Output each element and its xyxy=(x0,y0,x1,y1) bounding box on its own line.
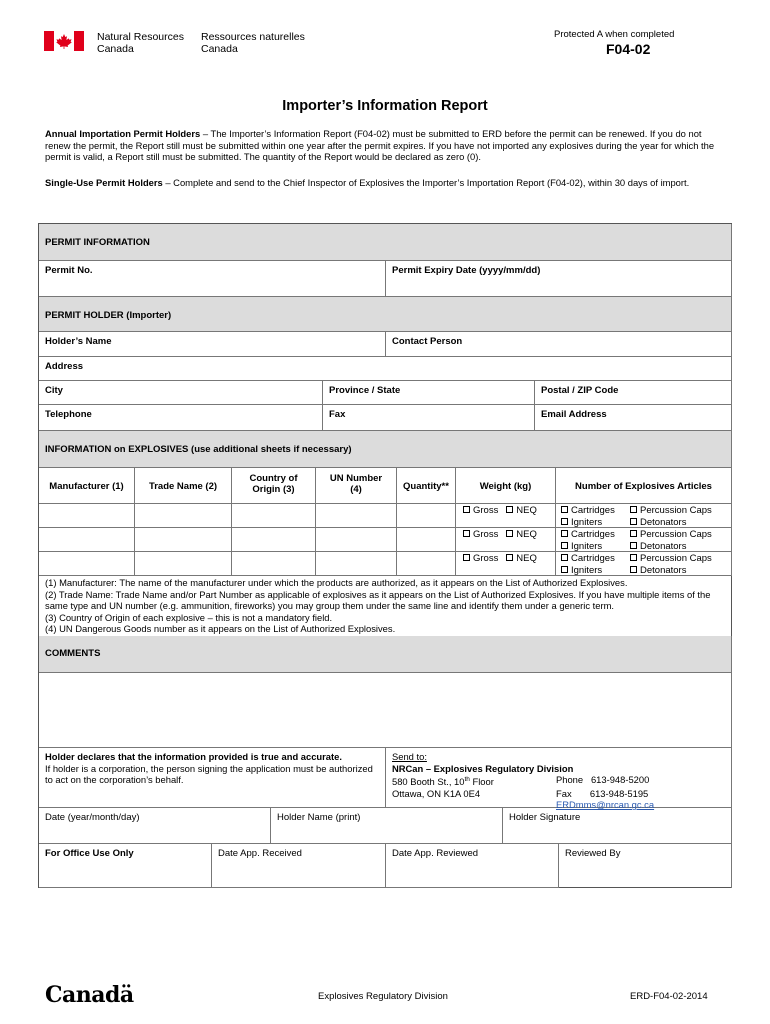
holder-name-field[interactable]: Holder’s Name xyxy=(39,332,386,357)
gross-checkbox[interactable]: Gross xyxy=(463,529,498,540)
percussion-caps-checkbox[interactable]: Percussion Caps xyxy=(630,553,712,565)
date-reviewed-field[interactable]: Date App. Reviewed xyxy=(386,844,559,888)
footnotes: (1) Manufacturer: The name of the manufacturer under which the products are authorized, as it appears on the List of Authorized Explosives. (2) Trade Name: Trade Name and/or Part Number as applicable of explosives as it appears on the List of Authorized Explosives. If you have multiple items of the same type and UN number (e.g. ammunition, fireworks) you may group them under the same line and identify them under a generic term. (3) Country of Origin of each explosive – this is not a mandatory field. (4) UN Dangerous Goods number as it appears on the List of Authorized Explosives. xyxy=(45,577,711,634)
igniters-checkbox[interactable]: Igniters xyxy=(561,517,602,528)
department-name-en: Natural Resources Canada xyxy=(97,31,184,55)
canada-flag-icon xyxy=(44,31,84,51)
holder-signature-field[interactable]: Holder Signature xyxy=(503,808,732,844)
cartridges-checkbox[interactable]: Cartridges xyxy=(561,553,615,564)
importer-report-form xyxy=(38,223,732,888)
canada-wordmark: Canadä xyxy=(45,982,134,1008)
contact-person-field[interactable]: Contact Person xyxy=(386,332,732,357)
cartridges-checkbox[interactable]: Cartridges xyxy=(561,505,615,516)
col-weight: Weight (kg) xyxy=(456,468,556,504)
detonators-checkbox[interactable]: Detonators xyxy=(630,541,686,553)
reviewed-by-field[interactable]: Reviewed By xyxy=(559,844,732,888)
permit-expiry-field[interactable]: Permit Expiry Date (yyyy/mm/dd) xyxy=(386,261,732,297)
form-number: F04-02 xyxy=(606,41,651,57)
manufacturer-input-row-1[interactable] xyxy=(39,504,135,528)
city-field[interactable]: City xyxy=(39,381,323,405)
protected-notice: Protected A when completed xyxy=(554,29,675,40)
detonators-checkbox[interactable]: Detonators xyxy=(630,517,686,529)
gross-checkbox[interactable]: Gross xyxy=(463,553,498,564)
col-un-number: UN Number (4) xyxy=(316,468,397,504)
permit-section-heading: PERMIT INFORMATION xyxy=(39,224,732,261)
quantity-input-row-1[interactable] xyxy=(397,504,456,528)
fax-field[interactable]: Fax xyxy=(323,405,535,431)
col-number-of-articles: Number of Explosives Articles xyxy=(556,468,732,504)
holder-section-heading: PERMIT HOLDER (Importer) xyxy=(39,297,732,332)
col-country-of-origin: Country of Origin (3) xyxy=(232,468,316,504)
contact-email-link[interactable]: ERDmms@nrcan.gc.ca xyxy=(556,799,655,811)
quantity-input-row-3[interactable] xyxy=(397,552,456,576)
cartridges-checkbox[interactable]: Cartridges xyxy=(561,529,615,540)
articles-cell-row-3 xyxy=(556,552,732,576)
single-use-holders-paragraph: Single-Use Permit Holders – Complete and send to the Chief Inspector of Explosives the Importer’s Importation Report (F04-02), within 30 days of import. xyxy=(45,177,690,188)
igniters-checkbox[interactable]: Igniters xyxy=(561,541,602,552)
annual-holders-paragraph: Annual Importation Permit Holders – The Importer’s Information Report (F04-02) must be submitted to ERD before the permit can be renewed. If you do not renew the permit, the Report still must be submitted within one year after the permit expires. If you have not imported any explosives during the year for which the permit is valid, a Report still must be submitted. The quantity of the Report would be declared as zero (0). xyxy=(45,128,715,162)
manufacturer-input-row-2[interactable] xyxy=(39,528,135,552)
department-name-fr: Ressources naturelles Canada xyxy=(201,31,305,55)
date-signed-field[interactable]: Date (year/month/day) xyxy=(39,808,271,844)
weight-cell-row-2 xyxy=(456,528,556,552)
detonators-checkbox[interactable]: Detonators xyxy=(630,565,686,577)
address-field[interactable]: Address xyxy=(39,357,732,381)
country-input-row-1[interactable] xyxy=(232,504,316,528)
percussion-caps-checkbox[interactable]: Percussion Caps xyxy=(630,529,712,541)
trade-name-input-row-2[interactable] xyxy=(135,528,232,552)
office-use-label: For Office Use Only xyxy=(39,844,212,888)
col-manufacturer: Manufacturer (1) xyxy=(39,468,135,504)
articles-cell-row-2 xyxy=(556,528,732,552)
holder-name-print-field[interactable]: Holder Name (print) xyxy=(271,808,503,844)
un-number-input-row-1[interactable] xyxy=(316,504,397,528)
igniters-checkbox[interactable]: Igniters xyxy=(561,565,602,576)
neq-checkbox[interactable]: NEQ xyxy=(506,529,537,540)
holder-declaration: Holder declares that the information provided is true and accurate. If holder is a corporation, the person signing the application must be authorized to act on the corporation’s behalf. xyxy=(39,748,386,808)
country-input-row-3[interactable] xyxy=(232,552,316,576)
weight-cell-row-1 xyxy=(456,504,556,528)
explosives-section-heading: INFORMATION on EXPLOSIVES (use additional sheets if necessary) xyxy=(39,431,732,468)
trade-name-input-row-1[interactable] xyxy=(135,504,232,528)
gross-checkbox[interactable]: Gross xyxy=(463,505,498,516)
quantity-input-row-2[interactable] xyxy=(397,528,456,552)
percussion-caps-checkbox[interactable]: Percussion Caps xyxy=(630,505,712,517)
weight-cell-row-3 xyxy=(456,552,556,576)
comments-heading: COMMENTS xyxy=(39,636,732,673)
un-number-input-row-3[interactable] xyxy=(316,552,397,576)
telephone-field[interactable]: Telephone xyxy=(39,405,323,431)
articles-cell-row-1 xyxy=(556,504,732,528)
footer-form-code: ERD-F04-02-2014 xyxy=(630,991,708,1002)
trade-name-input-row-3[interactable] xyxy=(135,552,232,576)
col-trade-name: Trade Name (2) xyxy=(135,468,232,504)
postal-code-field[interactable]: Postal / ZIP Code xyxy=(535,381,732,405)
province-field[interactable]: Province / State xyxy=(323,381,535,405)
neq-checkbox[interactable]: NEQ xyxy=(506,505,537,516)
comments-textarea[interactable] xyxy=(39,673,732,748)
page-title: Importer’s Information Report xyxy=(282,98,488,114)
un-number-input-row-2[interactable] xyxy=(316,528,397,552)
email-field[interactable]: Email Address xyxy=(535,405,732,431)
neq-checkbox[interactable]: NEQ xyxy=(506,553,537,564)
country-input-row-2[interactable] xyxy=(232,528,316,552)
manufacturer-input-row-3[interactable] xyxy=(39,552,135,576)
col-quantity: Quantity** xyxy=(397,468,456,504)
date-received-field[interactable]: Date App. Received xyxy=(212,844,386,888)
send-to-block: Send to: NRCan – Explosives Regulatory Division 580 Booth St., 10th Floor Phone 613-948-5200 Ottawa, ON K1A 0E4 Fax 613-948-5195 ERDmms@nrcan.gc.ca xyxy=(386,748,732,808)
permit-no-field[interactable]: Permit No. xyxy=(39,261,386,297)
footer-division: Explosives Regulatory Division xyxy=(318,991,448,1002)
